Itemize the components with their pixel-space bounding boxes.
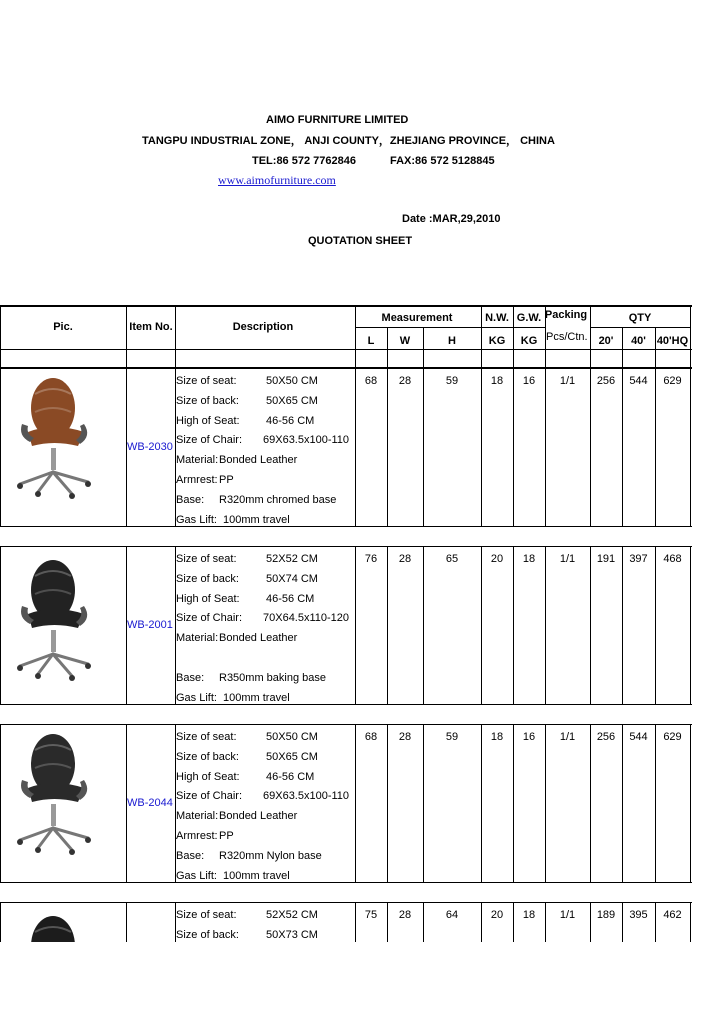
spec-label: Size of Chair: [176, 612, 243, 625]
cell-q20: 189 [596, 909, 616, 921]
spec-label: Base: [176, 493, 205, 506]
cell-q40hq: 468 [663, 553, 682, 565]
cell-w: 28 [398, 909, 412, 921]
header-l: L [367, 335, 375, 347]
chair-image [8, 912, 108, 942]
spec-label: Size of back: [176, 750, 239, 763]
product-image [8, 556, 108, 682]
grid-line [590, 546, 591, 704]
spec-value: 50X50 CM [266, 731, 318, 743]
cell-gw: 16 [522, 731, 536, 743]
product-image [8, 374, 108, 500]
spec-value: 100mm travel [223, 869, 290, 882]
header-kg-gw: KG [520, 335, 538, 347]
grid-line [622, 368, 623, 526]
spec-value: R320mm Nylon base [219, 849, 322, 862]
grid-line [545, 368, 546, 526]
spec-label: Base: [176, 849, 205, 862]
cell-q20: 256 [596, 731, 616, 743]
cell-packing: 1/1 [559, 731, 576, 743]
cell-q40hq: 629 [663, 731, 682, 743]
grid-line [126, 902, 127, 942]
spec-value: Bonded Leather [219, 454, 298, 467]
grid-line [481, 546, 482, 704]
item-number: WB-2044 [127, 797, 173, 809]
cell-q20: 191 [596, 553, 616, 565]
cell-q40: 544 [629, 375, 648, 387]
grid-line [0, 882, 692, 883]
item-number: WB-2030 [127, 441, 173, 453]
header-nw: N.W. [485, 312, 509, 324]
grid-line [355, 546, 356, 704]
spec-value: 50X65 CM [266, 750, 318, 763]
spec-value: PP [219, 474, 234, 486]
cell-q40: 395 [629, 909, 648, 921]
spec-value: 52X52 CM [266, 553, 318, 565]
spec-label: Size of seat: [176, 909, 237, 921]
header-item-no: Item No. [129, 321, 173, 333]
spec-label: Size of back: [176, 928, 239, 941]
cell-l: 76 [364, 553, 378, 565]
spec-value: 100mm travel [223, 691, 290, 704]
chair-image [8, 556, 108, 682]
grid-line [423, 902, 424, 942]
spec-value: 50X65 CM [266, 394, 318, 407]
header-pcs-ctn: Pcs/Ctn. [546, 331, 588, 343]
grid-line [513, 902, 514, 942]
grid-line [175, 305, 176, 367]
quotation-date: Date :MAR,29,2010 [402, 213, 501, 225]
grid-line [655, 546, 656, 704]
grid-line [513, 368, 514, 526]
spec-label: Size of seat: [176, 375, 237, 387]
cell-gw: 18 [522, 553, 536, 565]
company-name: AIMO FURNITURE LIMITED [266, 114, 409, 126]
grid-line [0, 526, 692, 527]
grid-line [590, 327, 690, 328]
spec-value: 50X50 CM [266, 375, 318, 387]
spec-value: 100mm travel [223, 513, 290, 526]
grid-line [0, 724, 1, 882]
spec-value: 69X63.5x100-110 [263, 790, 350, 803]
grid-line [0, 902, 1, 942]
cell-q40hq: 462 [663, 909, 682, 921]
grid-line [690, 724, 691, 882]
spec-label: High of Seat: [176, 592, 240, 605]
spec-value: 46-56 CM [266, 592, 315, 605]
header-qty-40: 40' [631, 335, 646, 347]
spec-label: Size of back: [176, 572, 239, 585]
cell-q20: 256 [596, 375, 616, 387]
grid-line [387, 327, 388, 367]
spec-label: Armrest: [176, 830, 218, 842]
spec-value: 50X73 CM [266, 928, 318, 941]
grid-line [655, 902, 656, 942]
spec-label: Armrest: [176, 474, 218, 486]
spec-value: 69X63.5x100-110 [263, 434, 350, 447]
grid-line [0, 704, 692, 705]
grid-line [0, 368, 692, 369]
cell-nw: 18 [490, 731, 504, 743]
header-qty: QTY [628, 312, 652, 324]
grid-line [590, 368, 591, 526]
cell-gw: 18 [522, 909, 536, 921]
chair-image [8, 374, 108, 500]
company-fax: FAX:86 572 5128845 [390, 155, 495, 167]
grid-line [355, 327, 545, 328]
spec-label: Gas Lift: [176, 513, 217, 526]
cell-nw: 20 [490, 909, 504, 921]
spec-label: Material: [176, 810, 219, 823]
company-tel: TEL:86 572 7762846 [252, 155, 356, 167]
cell-h: 65 [445, 553, 459, 565]
chair-image [8, 730, 108, 856]
spec-value: R350mm baking base [219, 671, 327, 684]
item-number: WB-2001 [127, 619, 173, 631]
cell-q40: 544 [629, 731, 648, 743]
spec-label: Size of back: [176, 394, 239, 407]
grid-line [0, 305, 692, 307]
cell-gw: 16 [522, 375, 536, 387]
grid-line [0, 368, 1, 526]
header-kg-nw: KG [488, 335, 506, 347]
grid-line [622, 327, 623, 367]
spec-value: Bonded Leather [219, 810, 298, 823]
grid-line [387, 902, 388, 942]
spec-label: Material: [176, 454, 219, 467]
spec-label: Gas Lift: [176, 869, 217, 882]
cell-w: 28 [398, 553, 412, 565]
grid-line [655, 724, 656, 882]
cell-w: 28 [398, 375, 412, 387]
spec-value: 52X52 CM [266, 909, 318, 921]
cell-l: 68 [364, 375, 378, 387]
spec-label: Size of seat: [176, 731, 237, 743]
grid-line [545, 724, 546, 882]
cell-nw: 18 [490, 375, 504, 387]
grid-line [0, 349, 692, 350]
header-pic: Pic. [53, 321, 73, 333]
header-measurement: Measurement [381, 312, 453, 324]
grid-line [690, 305, 691, 367]
product-image [8, 730, 108, 856]
grid-line [387, 546, 388, 704]
spec-value: PP [219, 830, 234, 842]
cell-packing: 1/1 [559, 909, 576, 921]
grid-line [355, 368, 356, 526]
grid-line [481, 724, 482, 882]
grid-line [690, 368, 691, 526]
spec-label: High of Seat: [176, 770, 240, 783]
grid-line [387, 368, 388, 526]
cell-l: 68 [364, 731, 378, 743]
grid-line [0, 546, 1, 704]
cell-l: 75 [364, 909, 378, 921]
grid-line [655, 327, 656, 367]
grid-line [423, 368, 424, 526]
grid-line [545, 546, 546, 704]
company-address: TANGPU INDUSTRIAL ZONE， ANJI COUNTY，ZHEJIANG PROVINCE， CHINA [142, 135, 555, 147]
grid-line [0, 724, 692, 725]
spec-value: Bonded Leather [219, 632, 298, 645]
cell-q40: 397 [629, 553, 648, 565]
spec-value: R320mm chromed base [219, 493, 337, 506]
cell-nw: 20 [490, 553, 504, 565]
grid-line [355, 724, 356, 882]
header-description: Description [232, 321, 294, 333]
grid-line [545, 902, 546, 942]
grid-line [590, 902, 591, 942]
grid-line [655, 368, 656, 526]
grid-line [690, 546, 691, 704]
grid-line [481, 902, 482, 942]
header-qty-20: 20' [598, 335, 614, 347]
header-qty-40hq: 40'HQ [656, 335, 689, 347]
grid-line [622, 546, 623, 704]
spec-label: Size of seat: [176, 553, 237, 565]
grid-line [387, 724, 388, 882]
grid-line [622, 902, 623, 942]
cell-q40hq: 629 [663, 375, 682, 387]
grid-line [622, 724, 623, 882]
grid-line [423, 546, 424, 704]
grid-line [481, 368, 482, 526]
spec-label: High of Seat: [176, 414, 240, 427]
spec-value: 50X74 CM [266, 572, 318, 585]
spec-value: 46-56 CM [266, 414, 315, 427]
header-h: H [448, 335, 456, 347]
grid-line [513, 724, 514, 882]
spec-value: 70X64.5x110-120 [263, 612, 350, 625]
cell-w: 28 [398, 731, 412, 743]
cell-h: 64 [445, 909, 459, 921]
spec-label: Material: [176, 632, 219, 645]
grid-line [590, 724, 591, 882]
cell-packing: 1/1 [559, 375, 576, 387]
product-image [8, 912, 108, 942]
grid-line [513, 546, 514, 704]
grid-line [0, 305, 1, 367]
grid-line [0, 546, 692, 547]
spec-value: 46-56 CM [266, 770, 315, 783]
spec-label: Gas Lift: [176, 691, 217, 704]
spec-label: Size of Chair: [176, 434, 243, 447]
header-gw: G.W. [516, 312, 542, 324]
cell-h: 59 [445, 731, 459, 743]
cell-h: 59 [445, 375, 459, 387]
grid-line [355, 902, 356, 942]
header-packing: Packing [544, 309, 588, 321]
header-w: W [399, 335, 411, 347]
company-website-link[interactable]: www.aimofurniture.com [218, 173, 336, 187]
spec-label: Base: [176, 671, 205, 684]
grid-line [690, 902, 691, 942]
grid-line [126, 305, 127, 367]
grid-line [423, 327, 424, 367]
spec-label: Size of Chair: [176, 790, 243, 803]
cell-packing: 1/1 [559, 553, 576, 565]
grid-line [0, 902, 692, 903]
grid-line [423, 724, 424, 882]
sheet-title: QUOTATION SHEET [308, 235, 413, 247]
